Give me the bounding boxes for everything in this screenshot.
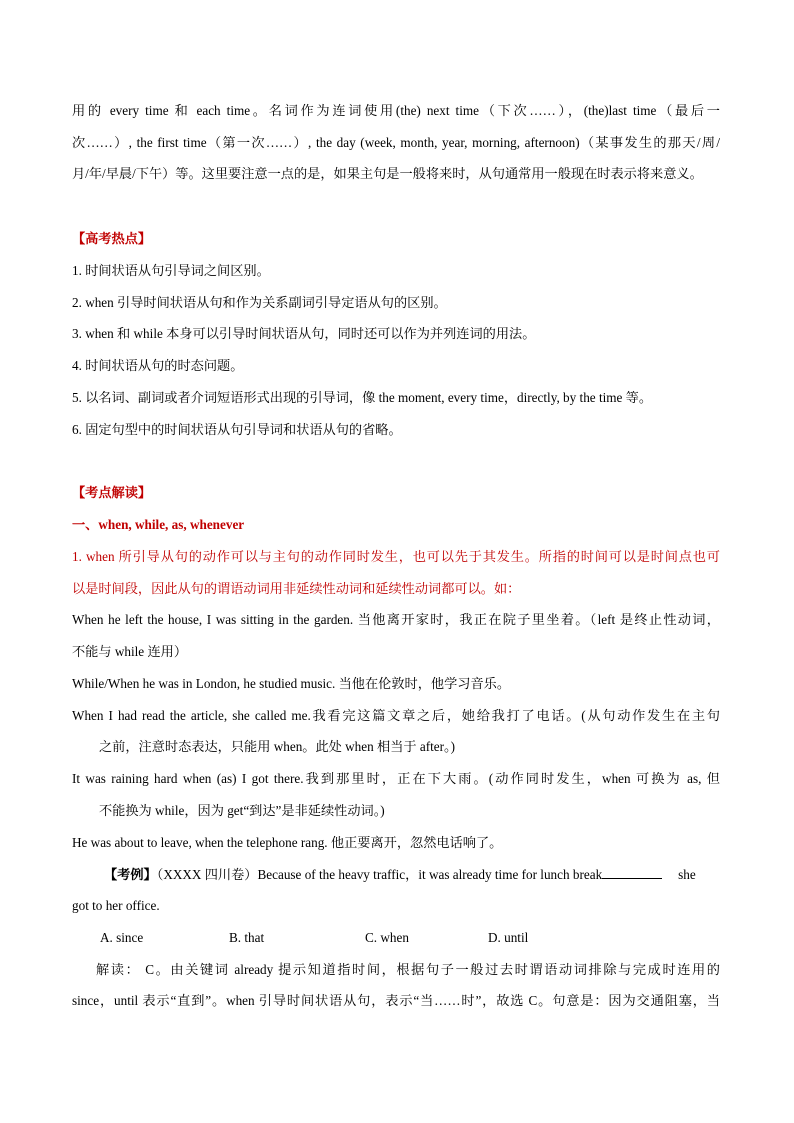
hotspot-item: 5. 以名词、副词或者介词短语形式出现的引导词，像 the moment, every time，directly, by the time 等。 — [72, 390, 653, 405]
answer-blank — [602, 866, 662, 879]
option-d: D. until — [488, 930, 529, 945]
example-line: When he left the house, I was sitting in the garden. 当他离开家时，我正在院子里坐着。（left 是终止性动词， — [72, 612, 720, 627]
hotspot-item: 1. 时间状语从句引导词之间区别。 — [72, 263, 270, 278]
exam-source: （XXXX 四川卷）Because of the heavy traffic，it was already time for lunch break — [156, 867, 603, 882]
hotspot-item: 2. when 引导时间状语从句和作为关系副词引导定语从句的区别。 — [72, 295, 447, 310]
section-subheading: 一、when, while, as, whenever — [72, 517, 245, 532]
hotspots-heading: 【高考热点】 — [72, 231, 152, 246]
intro-line-1: 用的 every time 和 each time。名词作为连词使用(the) next time（下次……），(the)last time（最后一 — [72, 103, 720, 118]
point1-line-2: 以是时间段，因此从句的谓语动词用非延续性动词和延续性动词都可以。如： — [72, 581, 521, 596]
explanation-line-1: 解读： C。由关键词 already 提示知道指时间，根据句子一般过去时谓语动词排除与完成时连用的 — [96, 962, 720, 977]
exam-question — [104, 866, 696, 884]
example-line: While/When he was in London, he studied music. 当他在伦敦时，他学习音乐。 — [72, 676, 511, 691]
example-line: 之前，注意时态表达，只能用 when。此处 when 相当于 after。) — [99, 739, 456, 754]
option-b: B. that — [229, 930, 265, 945]
example-line: When I had read the article, she called me.我看完这篇文章之后，她给我打了电话。(从句动作发生在主句 — [72, 708, 720, 723]
exam-question-line-2: got to her office. — [72, 898, 160, 913]
example-line: 不能换为 while，因为 get“到达”是非延续性动词。) — [99, 803, 385, 818]
option-c: C. when — [365, 930, 409, 945]
explanation-line-2: since，until 表示“直到”。when 引导时间状语从句，表示“当……时”，故选 C。句意是：因为交通阻塞，当 — [72, 993, 720, 1008]
hotspot-item: 6. 固定句型中的时间状语从句引导词和状语从句的省略。 — [72, 422, 402, 437]
intro-line-2: 次……）, the first time（第一次……）, the day (week, month, year, morning, afternoon)（某事发生的那天/周/ — [72, 135, 720, 150]
hotspot-item: 3. when 和 while 本身可以引导时间状语从句，同时还可以作为并列连词的用法。 — [72, 326, 536, 341]
example-line: He was about to leave, when the telephone rang. 他正要离开，忽然电话响了。 — [72, 835, 503, 850]
example-line: It was raining hard when (as) I got there.我到那里时，正在下大雨。(动作同时发生，when 可换为 as, 但 — [72, 771, 720, 786]
option-a: A. since — [100, 930, 144, 945]
analysis-heading: 【考点解读】 — [72, 485, 152, 500]
example-line: 不能与 while 连用） — [72, 644, 188, 659]
intro-line-3: 月/年/早晨/下午）等。这里要注意一点的是，如果主句是一般将来时，从句通常用一般现在时表示将来意义。 — [72, 166, 703, 181]
exam-label: 【考例】 — [104, 867, 157, 882]
hotspot-item: 4. 时间状语从句的时态问题。 — [72, 358, 244, 373]
point1-line-1: 1. when 所引导从句的动作可以与主句的动作同时发生，也可以先于其发生。所指的时间可以是时间点也可 — [72, 549, 720, 564]
exam-tail: she — [678, 867, 696, 882]
